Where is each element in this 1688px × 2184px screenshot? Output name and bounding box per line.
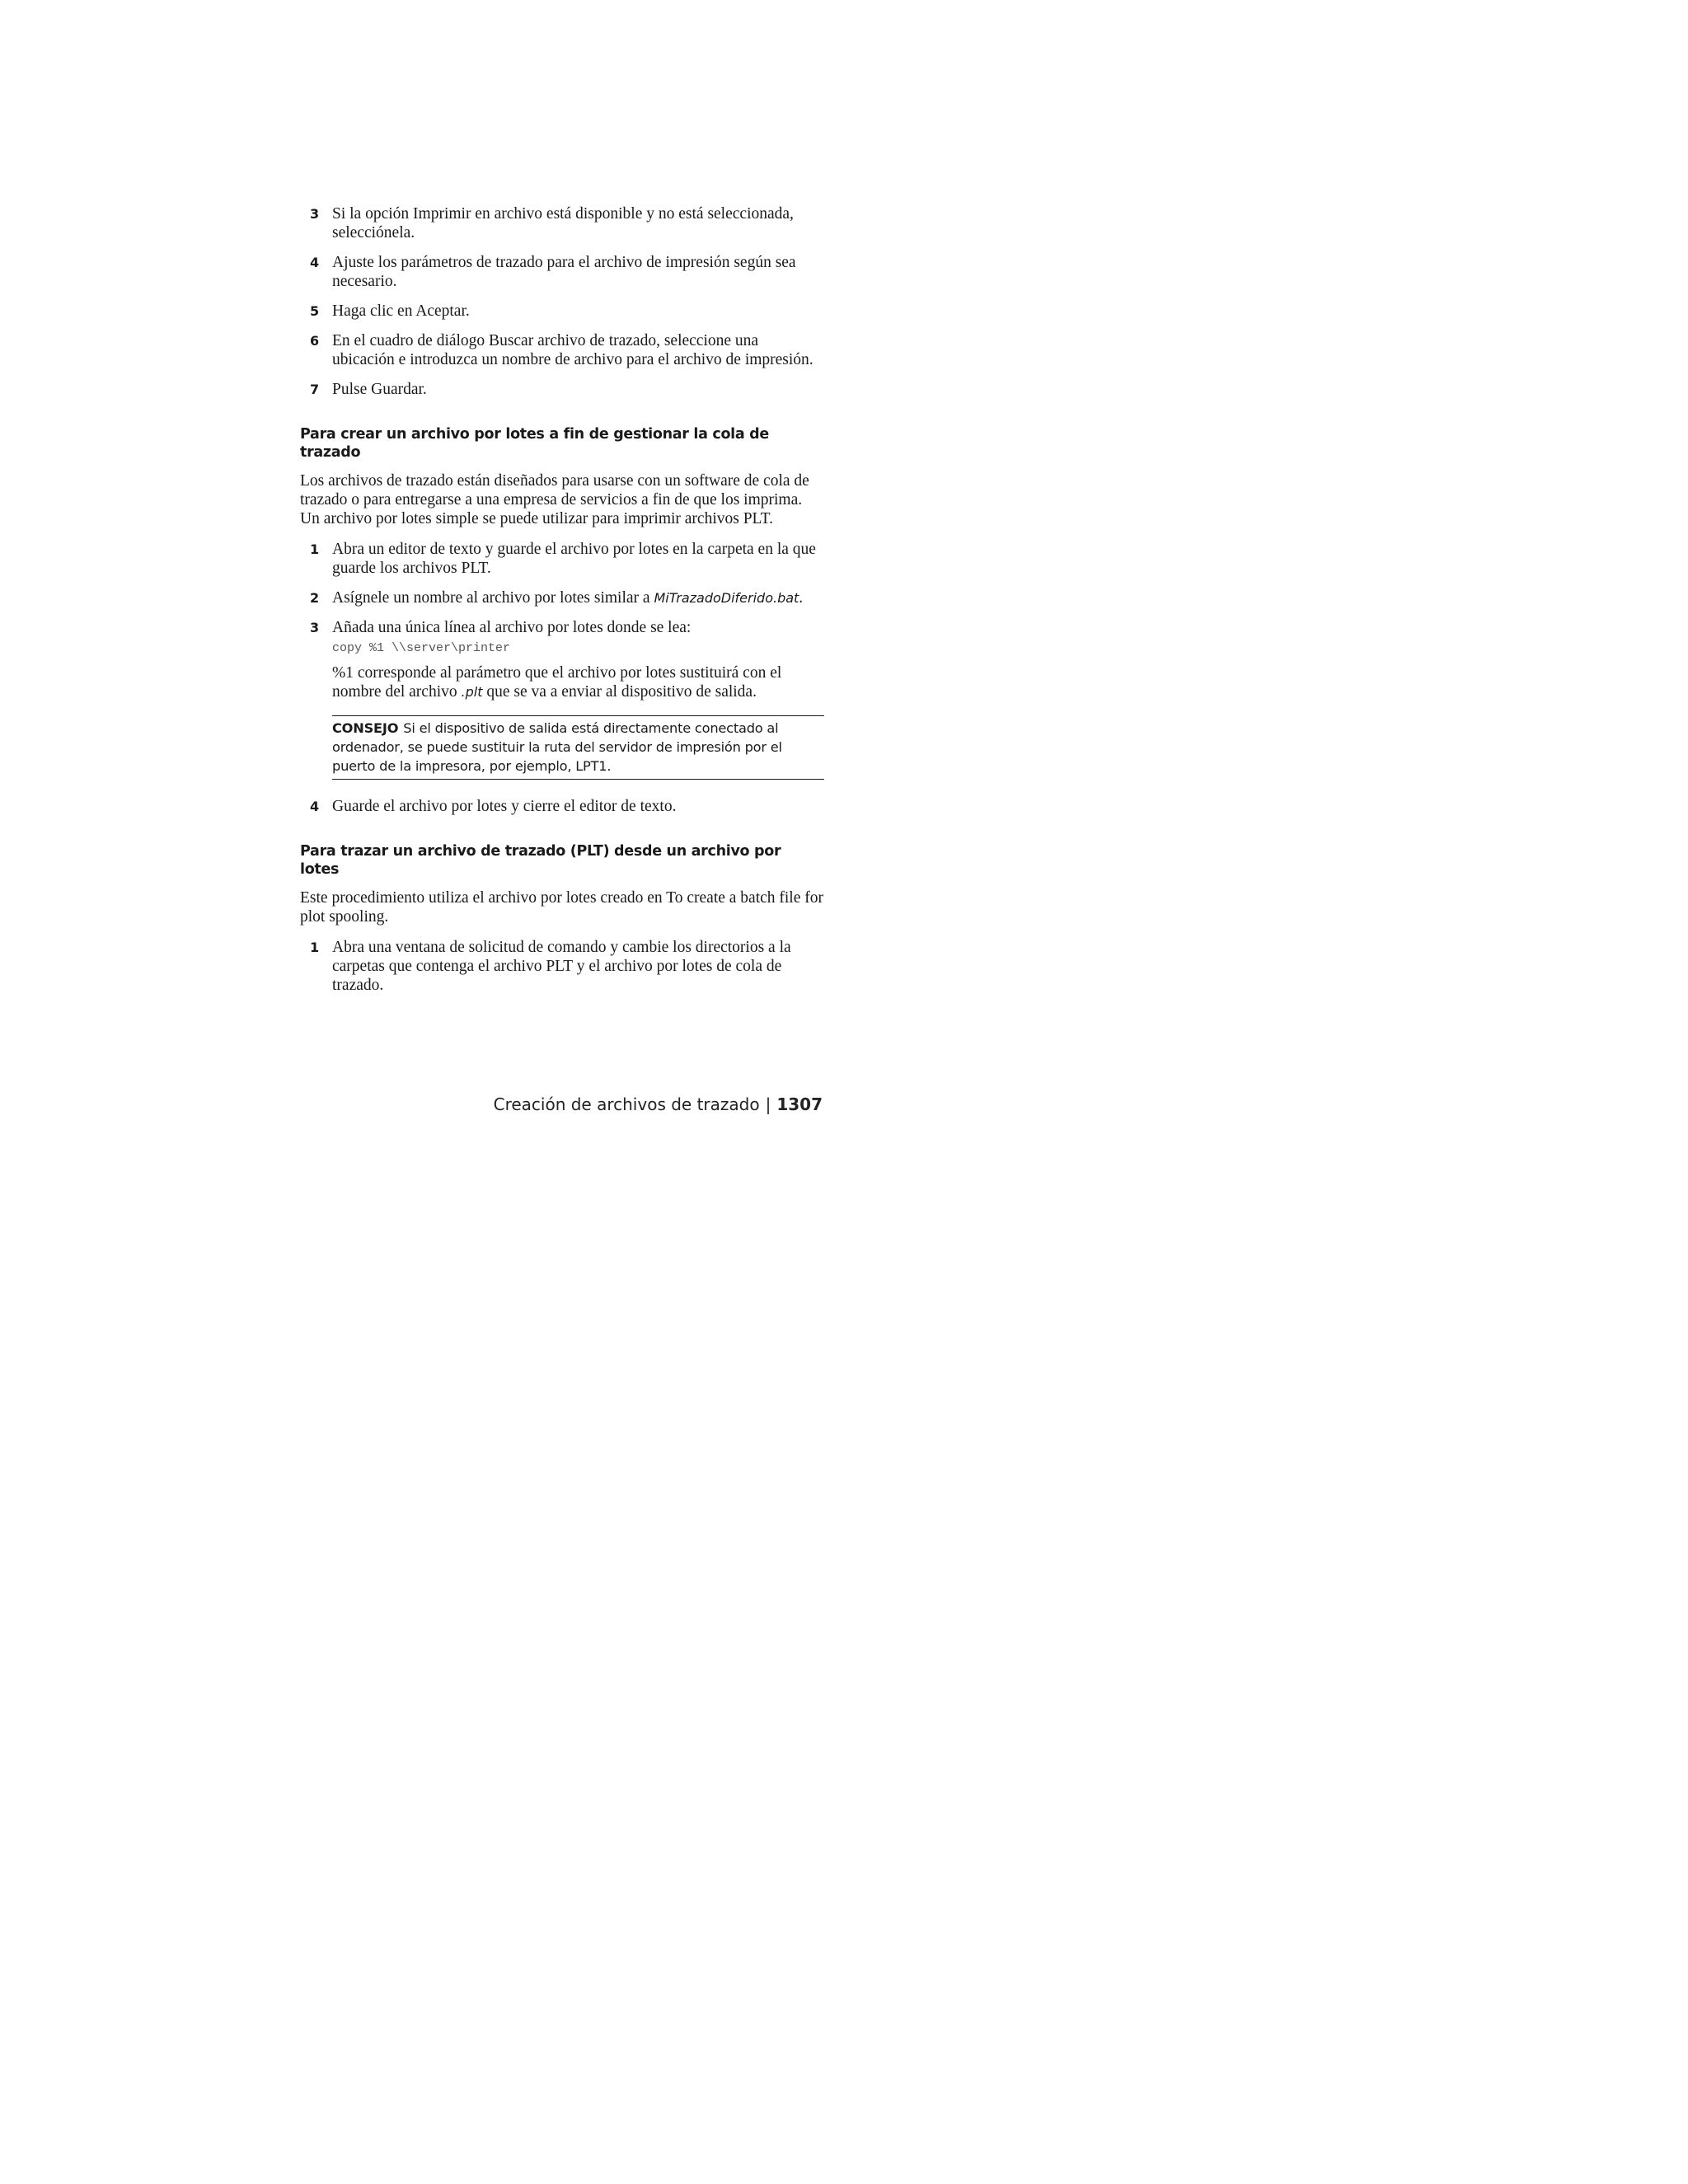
step-text — [332, 588, 824, 607]
list-item — [300, 618, 824, 780]
step-number: 1 — [310, 940, 320, 955]
step-text: En el cuadro de diálogo Buscar archivo de trazado, seleccione una ubicación e introduzca un nombre de archivo para el archivo de impresión. — [332, 332, 814, 368]
list-item — [300, 797, 824, 816]
step-number: 2 — [310, 590, 320, 606]
list-item — [300, 380, 824, 399]
section-intro: Este procedimiento utiliza el archivo por lotes creado en To create a batch file for plot spooling. — [300, 889, 823, 926]
step-number: 5 — [310, 303, 320, 319]
step-number: 3 — [310, 620, 320, 635]
list-item — [300, 302, 824, 321]
list-item — [300, 331, 824, 369]
step-text: Ajuste los parámetros de trazado para el archivo de impresión según sea necesario. — [332, 254, 796, 290]
footer-separator: | — [765, 1094, 771, 1114]
page-number: 1307 — [776, 1094, 823, 1114]
section-intro: Los archivos de trazado están diseñados para usarse con un software de cola de trazado o para entregarse a una empresa de servicios a fin de que los imprima. Un archivo por lotes simple se puede utilizar para imprimir archivos PLT. — [300, 472, 809, 527]
section-heading: Para crear un archivo por lotes a fin de gestionar la cola de trazado — [300, 426, 769, 461]
file-extension: .plt — [461, 684, 483, 700]
section-batch-file — [300, 425, 824, 816]
step-number: 6 — [310, 333, 320, 349]
step-text: Haga clic en Aceptar. — [332, 302, 470, 320]
step-text: Abra una ventana de solicitud de comando y cambie los directorios a la carpetas que contenga el archivo PLT y el archivo por lotes de cola de trazado. — [332, 939, 791, 994]
list-item — [300, 253, 824, 291]
tip-text: Si el dispositivo de salida está directamente conectado al ordenador, se puede sustituir la ruta del servidor de impresión por el puerto de la impresora, por ejemplo, LPT1. — [332, 720, 782, 774]
step-text: Guarde el archivo por lotes y cierre el editor de texto. — [332, 798, 677, 815]
tip-label: CONSEJO — [332, 720, 399, 736]
list-item — [300, 938, 824, 995]
document-page — [0, 0, 1009, 1305]
step-note — [332, 663, 824, 701]
section-heading: Para trazar un archivo de trazado (PLT) desde un archivo por lotes — [300, 843, 781, 878]
step-text: Pulse Guardar. — [332, 381, 427, 398]
step-number: 1 — [310, 541, 320, 557]
step-text: Abra un editor de texto y guarde el archivo por lotes en la carpeta en la que guarde los archivos PLT. — [332, 541, 816, 577]
step-text: Si la opción Imprimir en archivo está disponible y no está seleccionada, selecciónela. — [332, 205, 794, 241]
step-text-before: Asígnele un nombre al archivo por lotes similar a — [332, 589, 654, 607]
batch-filename: MiTrazadoDiferido.bat — [654, 590, 799, 606]
page-content — [300, 204, 824, 1005]
step-text: Añada una única línea al archivo por lotes donde se lea: — [332, 619, 692, 636]
steps-list-print-to-file — [300, 204, 824, 399]
step-number: 4 — [310, 255, 320, 270]
step-number: 4 — [310, 799, 320, 814]
step-number: 7 — [310, 382, 320, 397]
tip-box — [332, 715, 824, 780]
list-item — [300, 204, 824, 242]
list-item — [300, 588, 824, 607]
note-text-before: %1 corresponde al parámetro que el archivo por lotes sustituirá con el nombre del archivo — [332, 664, 782, 701]
page-footer — [494, 1093, 823, 1116]
code-line: copy %1 \\server\printer — [332, 641, 511, 655]
note-text-after: que se va a enviar al dispositivo de salida. — [482, 683, 757, 701]
step-number: 3 — [310, 206, 320, 222]
section-plot-from-batch — [300, 842, 824, 995]
footer-title: Creación de archivos de trazado — [493, 1094, 760, 1114]
list-item — [300, 540, 824, 578]
step-text-after: . — [799, 589, 804, 607]
